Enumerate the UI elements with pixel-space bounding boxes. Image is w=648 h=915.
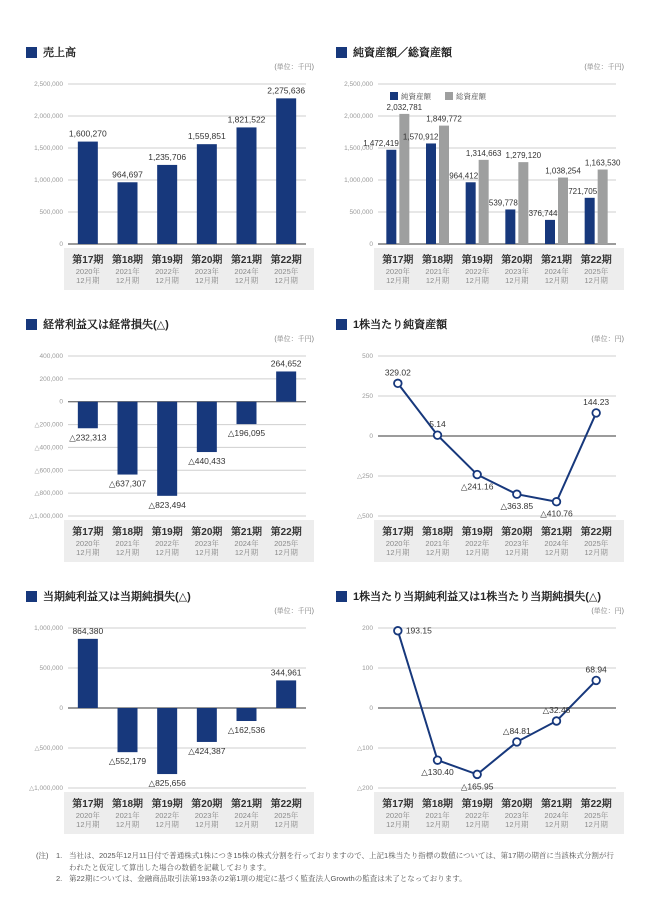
y-tick-label: △1,000,000 xyxy=(29,513,63,520)
x-tick-period: 第18期 xyxy=(111,255,144,266)
bar xyxy=(157,402,177,496)
x-tick-year: 2023年 xyxy=(194,811,219,820)
value-label: 1,821,522 xyxy=(227,114,266,125)
x-tick-period: 第21期 xyxy=(540,799,573,810)
legend-swatch xyxy=(445,92,453,100)
chart-svg xyxy=(26,618,314,836)
x-tick-month: 12月期 xyxy=(505,820,529,829)
value-label: 2,032,781 xyxy=(386,102,423,112)
x-tick-year: 2021年 xyxy=(425,811,450,820)
x-tick-year: 2023年 xyxy=(504,267,529,276)
value-label: 193.15 xyxy=(405,625,432,636)
y-tick-label: 200,000 xyxy=(39,375,63,383)
x-tick-period: 第21期 xyxy=(230,527,263,538)
x-tick-period: 第18期 xyxy=(421,799,454,810)
chart-svg xyxy=(336,74,624,292)
y-tick-label: 0 xyxy=(59,398,63,406)
y-tick-label: 0 xyxy=(369,433,373,440)
x-tick-period: 第19期 xyxy=(151,255,183,266)
x-tick-period: 第21期 xyxy=(230,799,263,810)
y-tick-label: △500,000 xyxy=(34,745,63,752)
panel-ordinary-income xyxy=(26,316,314,564)
x-tick-period: 第21期 xyxy=(230,255,263,266)
x-tick-month: 12月期 xyxy=(544,820,569,829)
x-tick-year: 2021年 xyxy=(115,267,140,276)
x-tick-month: 12月期 xyxy=(234,820,259,829)
x-tick-period: 第22期 xyxy=(270,799,302,810)
footnote-items xyxy=(56,850,620,885)
y-tick-label: △800,000 xyxy=(34,490,63,498)
x-tick-year: 2021年 xyxy=(425,267,450,276)
value-label: △825,656 xyxy=(148,778,186,789)
y-tick-label: 200 xyxy=(362,625,373,632)
x-tick-period: 第21期 xyxy=(540,255,573,266)
x-tick-period: 第19期 xyxy=(461,527,493,538)
value-label: 1,559,851 xyxy=(187,131,226,142)
x-tick-year: 2022年 xyxy=(465,811,490,820)
x-tick-month: 12月期 xyxy=(115,548,140,557)
unit-label: (単位：円) xyxy=(591,608,624,615)
bar-total-assets xyxy=(518,162,528,244)
x-tick-period: 第17期 xyxy=(72,799,104,810)
bar xyxy=(78,402,98,429)
value-label: 144.23 xyxy=(583,396,610,407)
y-tick-label: 1,500,000 xyxy=(344,145,373,152)
charts-grid xyxy=(26,44,624,836)
bar xyxy=(197,708,217,742)
chart-svg xyxy=(26,346,314,564)
x-tick-year: 2023年 xyxy=(504,811,529,820)
y-tick-label: 0 xyxy=(369,241,373,248)
bar xyxy=(237,127,257,244)
value-label: 964,697 xyxy=(112,169,143,180)
value-label: 344,961 xyxy=(270,667,302,678)
title-bullet-icon xyxy=(26,591,37,602)
value-label: 1,038,254 xyxy=(545,166,581,176)
bar-net-assets xyxy=(505,209,515,244)
panel-ordinary-income-header xyxy=(26,316,314,332)
x-tick-year: 2024年 xyxy=(234,267,259,276)
net-assets-total-assets-chart xyxy=(336,74,624,292)
y-tick-label: 500 xyxy=(362,353,373,360)
x-tick-year: 2022年 xyxy=(465,539,490,548)
x-tick-period: 第19期 xyxy=(151,527,183,538)
data-point xyxy=(473,471,481,479)
x-tick-year: 2020年 xyxy=(385,267,410,276)
value-label: 2,275,636 xyxy=(267,85,306,96)
x-tick-month: 12月期 xyxy=(115,820,140,829)
bar xyxy=(118,402,138,475)
panel-net-assets-per-share xyxy=(336,316,624,564)
value-label: 1,570,912 xyxy=(402,132,439,142)
value-label: 1,235,706 xyxy=(148,151,187,162)
unit-label: (単位：千円) xyxy=(584,64,624,71)
x-tick-year: 2023年 xyxy=(194,267,219,276)
x-tick-month: 12月期 xyxy=(465,820,489,829)
value-label: △823,494 xyxy=(148,499,186,510)
x-tick-year: 2022年 xyxy=(155,811,180,820)
chart-title: 売上高 xyxy=(43,47,76,59)
bar-net-assets xyxy=(585,198,595,244)
x-tick-month: 12月期 xyxy=(155,276,179,285)
x-tick-period: 第18期 xyxy=(421,527,454,538)
y-tick-label: 500,000 xyxy=(39,209,63,216)
x-tick-year: 2020年 xyxy=(385,539,410,548)
chart-title: 1株当たり当期純利益又は1株当たり当期純損失(△) xyxy=(353,591,602,603)
y-tick-label: 1,000,000 xyxy=(34,625,63,632)
x-tick-period: 第17期 xyxy=(382,255,414,266)
value-label: △410.76 xyxy=(540,508,573,519)
panel-revenue-header xyxy=(26,44,314,60)
unit-label: (単位：千円) xyxy=(274,336,314,343)
chart-title: 当期純利益又は当期純損失(△) xyxy=(43,591,191,603)
x-tick-period: 第22期 xyxy=(580,799,612,810)
x-tick-month: 12月期 xyxy=(425,276,450,285)
x-tick-month: 12月期 xyxy=(234,548,259,557)
value-label: △440,433 xyxy=(188,456,226,467)
value-label: 539,778 xyxy=(488,198,518,208)
x-tick-period: 第18期 xyxy=(111,527,144,538)
y-tick-label: 250 xyxy=(362,393,373,400)
title-bullet-icon xyxy=(336,47,347,58)
title-bullet-icon xyxy=(336,319,347,330)
y-tick-label: △250 xyxy=(357,473,373,480)
bar xyxy=(276,98,296,244)
panel-net-assets-total-assets xyxy=(336,44,624,292)
bar xyxy=(237,402,257,424)
data-point xyxy=(394,380,402,388)
x-tick-month: 12月期 xyxy=(76,276,100,285)
x-tick-month: 12月期 xyxy=(425,820,450,829)
x-tick-month: 12月期 xyxy=(195,820,219,829)
y-tick-label: 1,500,000 xyxy=(34,145,63,152)
x-tick-period: 第22期 xyxy=(580,527,612,538)
footnote-item-text: 第22期については、金融商品取引法第193条の2第1項の規定に基づく監査法人Growthの監査は未了となっております。 xyxy=(69,874,467,884)
value-label: 721,705 xyxy=(568,186,598,196)
x-tick-period: 第17期 xyxy=(72,255,104,266)
y-tick-label: 2,500,000 xyxy=(344,81,373,88)
x-tick-month: 12月期 xyxy=(584,548,608,557)
x-tick-year: 2022年 xyxy=(155,267,180,276)
x-tick-period: 第19期 xyxy=(461,799,493,810)
x-tick-month: 12月期 xyxy=(584,276,608,285)
y-tick-label: 1,000,000 xyxy=(34,177,63,184)
unit-label: (単位：円) xyxy=(591,336,624,343)
bar-total-assets xyxy=(439,126,449,244)
legend-label: 総資産額 xyxy=(456,92,486,101)
data-point xyxy=(473,771,481,779)
y-tick-label: 100 xyxy=(362,665,373,672)
x-tick-year: 2025年 xyxy=(274,267,299,276)
value-label: 1,849,772 xyxy=(426,114,462,124)
value-label: 376,744 xyxy=(528,208,558,218)
x-tick-month: 12月期 xyxy=(386,820,410,829)
x-tick-month: 12月期 xyxy=(76,548,100,557)
x-tick-year: 2021年 xyxy=(425,539,450,548)
x-tick-year: 2025年 xyxy=(584,267,609,276)
x-tick-year: 2024年 xyxy=(544,811,569,820)
net-assets-per-share-chart xyxy=(336,346,624,564)
x-tick-month: 12月期 xyxy=(195,548,219,557)
chart-svg xyxy=(26,74,314,292)
value-label: △232,313 xyxy=(69,432,107,443)
y-tick-label: △200,000 xyxy=(34,421,63,429)
data-point xyxy=(553,498,561,506)
x-tick-month: 12月期 xyxy=(386,548,410,557)
title-bullet-icon xyxy=(336,591,347,602)
y-tick-label: 2,000,000 xyxy=(344,113,373,120)
bar-total-assets xyxy=(558,178,568,244)
x-tick-year: 2022年 xyxy=(465,267,490,276)
bar xyxy=(118,708,138,752)
legend-label: 純資産額 xyxy=(401,92,431,101)
chart-title: 経常利益又は経常損失(△) xyxy=(43,319,169,331)
footnote-item-text: 当社は、2025年12月11日付で普通株式1株につき15株の株式分割を行っておりますので、上記1株当たり指標の数値については、第17期の期首に当該株式分割が行われたと仮定して算出した場合の数値を記載しております。 xyxy=(69,851,614,872)
value-label: 864,380 xyxy=(72,625,104,636)
footnote-item xyxy=(56,850,620,873)
x-tick-period: 第22期 xyxy=(270,255,302,266)
x-tick-month: 12月期 xyxy=(76,820,100,829)
value-label: △162,536 xyxy=(227,725,266,736)
x-tick-month: 12月期 xyxy=(115,276,140,285)
value-label: △637,307 xyxy=(108,478,147,489)
bar xyxy=(197,144,217,244)
bar xyxy=(157,708,177,774)
data-point xyxy=(592,677,600,685)
x-tick-period: 第17期 xyxy=(382,799,414,810)
value-label: 329.02 xyxy=(384,367,411,378)
y-tick-label: 2,000,000 xyxy=(34,113,63,120)
bar-net-assets xyxy=(386,150,396,244)
y-tick-label: △500 xyxy=(357,513,373,520)
x-tick-month: 12月期 xyxy=(505,548,529,557)
x-tick-period: 第20期 xyxy=(501,527,533,538)
net-income-chart xyxy=(26,618,314,836)
x-tick-year: 2024年 xyxy=(544,267,569,276)
y-tick-label: △1,000,000 xyxy=(29,785,63,792)
y-tick-label: △600,000 xyxy=(34,467,63,475)
panel-eps xyxy=(336,588,624,836)
bar xyxy=(276,680,296,708)
x-tick-year: 2023年 xyxy=(504,539,529,548)
x-tick-period: 第22期 xyxy=(270,527,302,538)
value-label: △165.95 xyxy=(460,781,494,792)
value-label: △130.40 xyxy=(421,767,454,778)
bar xyxy=(118,182,138,244)
footnote-item-number: 2. xyxy=(56,874,63,884)
bar-net-assets xyxy=(426,143,436,244)
x-tick-year: 2022年 xyxy=(155,539,180,548)
footnote xyxy=(26,850,624,885)
y-tick-label: 500,000 xyxy=(349,209,373,216)
title-bullet-icon xyxy=(26,47,37,58)
value-label: 1,472,419 xyxy=(363,138,399,148)
y-tick-label: 0 xyxy=(369,705,373,712)
y-tick-label: 400,000 xyxy=(39,353,63,360)
value-label: 1,163,530 xyxy=(584,158,621,168)
panel-net-income xyxy=(26,588,314,836)
trend-line xyxy=(398,383,596,501)
x-tick-year: 2025年 xyxy=(584,811,609,820)
bar xyxy=(78,142,98,244)
panel-eps-header xyxy=(336,588,624,604)
x-tick-year: 2025年 xyxy=(274,539,299,548)
data-point xyxy=(592,409,600,417)
value-label: 1,279,120 xyxy=(505,151,542,161)
footnote-item xyxy=(56,873,620,885)
x-tick-period: 第18期 xyxy=(111,799,144,810)
panel-net-assets-per-share-header xyxy=(336,316,624,332)
x-tick-year: 2020年 xyxy=(75,811,100,820)
bar xyxy=(78,639,98,708)
x-tick-period: 第20期 xyxy=(191,527,223,538)
panel-net-assets-header xyxy=(336,44,624,60)
bar xyxy=(237,708,257,721)
x-tick-month: 12月期 xyxy=(584,820,608,829)
value-label: 1,314,663 xyxy=(465,148,502,158)
x-tick-year: 2023年 xyxy=(194,539,219,548)
x-tick-period: 第20期 xyxy=(191,799,223,810)
x-tick-period: 第20期 xyxy=(191,255,223,266)
legend-swatch xyxy=(390,92,398,100)
x-tick-period: 第20期 xyxy=(501,799,533,810)
x-tick-year: 2024年 xyxy=(234,539,259,548)
value-label: △363.85 xyxy=(500,501,534,512)
value-label: △552,179 xyxy=(108,756,147,767)
bar-net-assets xyxy=(466,182,476,244)
bar xyxy=(157,165,177,244)
data-point xyxy=(513,738,521,746)
x-tick-month: 12月期 xyxy=(465,548,489,557)
x-tick-month: 12月期 xyxy=(425,548,450,557)
y-tick-label: △400,000 xyxy=(34,444,63,452)
chart-svg xyxy=(336,618,624,836)
bar-net-assets xyxy=(545,220,555,244)
x-tick-month: 12月期 xyxy=(155,820,179,829)
ordinary-income-chart xyxy=(26,346,314,564)
revenue-chart xyxy=(26,74,314,292)
bar xyxy=(276,371,296,401)
y-tick-label: △200 xyxy=(357,785,373,792)
x-tick-period: 第21期 xyxy=(540,527,573,538)
x-tick-year: 2024年 xyxy=(234,811,259,820)
value-label: 1,600,270 xyxy=(68,128,107,139)
chart-svg xyxy=(336,346,624,564)
footnote-prefix: (注) xyxy=(36,851,49,860)
x-tick-period: 第18期 xyxy=(421,255,454,266)
value-label: △196,095 xyxy=(227,428,266,439)
value-label: 264,652 xyxy=(270,358,302,369)
chart-title: 1株当たり純資産額 xyxy=(353,319,448,331)
title-bullet-icon xyxy=(26,319,37,330)
value-label: △241.16 xyxy=(460,481,494,492)
panel-net-income-header xyxy=(26,588,314,604)
chart-title: 純資産額／総資産額 xyxy=(353,47,452,59)
x-tick-month: 12月期 xyxy=(386,276,410,285)
x-tick-year: 2024年 xyxy=(544,539,569,548)
bar-total-assets xyxy=(598,170,608,244)
y-tick-label: 1,000,000 xyxy=(344,177,373,184)
y-tick-label: 0 xyxy=(59,241,63,248)
value-label: 68.94 xyxy=(585,664,607,675)
data-point xyxy=(434,431,442,439)
x-tick-year: 2020年 xyxy=(75,539,100,548)
bar-total-assets xyxy=(479,160,489,244)
value-label: △32.48 xyxy=(542,704,571,715)
x-tick-month: 12月期 xyxy=(234,276,259,285)
x-tick-month: 12月期 xyxy=(155,548,179,557)
x-tick-year: 2020年 xyxy=(385,811,410,820)
value-label: △424,387 xyxy=(188,745,226,756)
data-point xyxy=(513,490,521,498)
bar xyxy=(197,402,217,452)
x-tick-month: 12月期 xyxy=(274,820,298,829)
unit-label: (単位：千円) xyxy=(274,64,314,71)
panel-revenue xyxy=(26,44,314,292)
unit-label: (単位：千円) xyxy=(274,608,314,615)
y-tick-label: 500,000 xyxy=(39,665,63,672)
eps-chart xyxy=(336,618,624,836)
y-tick-label: 0 xyxy=(59,705,63,712)
x-tick-period: 第20期 xyxy=(501,255,533,266)
data-point xyxy=(434,756,442,764)
x-tick-month: 12月期 xyxy=(505,276,529,285)
trend-line xyxy=(398,631,596,778)
y-tick-label: △100 xyxy=(357,745,373,752)
data-point xyxy=(553,717,561,725)
x-tick-period: 第22期 xyxy=(580,255,612,266)
x-tick-month: 12月期 xyxy=(274,276,298,285)
x-tick-month: 12月期 xyxy=(544,276,569,285)
x-tick-year: 2021年 xyxy=(115,539,140,548)
x-tick-month: 12月期 xyxy=(465,276,489,285)
x-tick-month: 12月期 xyxy=(544,548,569,557)
footnote-item-number: 1. xyxy=(56,851,63,860)
x-tick-period: 第17期 xyxy=(382,527,414,538)
data-point xyxy=(394,627,402,635)
x-tick-year: 2025年 xyxy=(274,811,299,820)
x-tick-year: 2025年 xyxy=(584,539,609,548)
x-tick-year: 2021年 xyxy=(115,811,140,820)
value-label: 964,412 xyxy=(449,171,479,181)
value-label: 5.14 xyxy=(429,419,446,430)
x-tick-year: 2020年 xyxy=(75,267,100,276)
x-tick-period: 第17期 xyxy=(72,527,104,538)
x-tick-period: 第19期 xyxy=(461,255,493,266)
value-label: △84.81 xyxy=(502,725,531,736)
x-tick-month: 12月期 xyxy=(195,276,219,285)
x-tick-period: 第19期 xyxy=(151,799,183,810)
x-tick-month: 12月期 xyxy=(274,548,298,557)
y-tick-label: 2,500,000 xyxy=(34,81,63,88)
